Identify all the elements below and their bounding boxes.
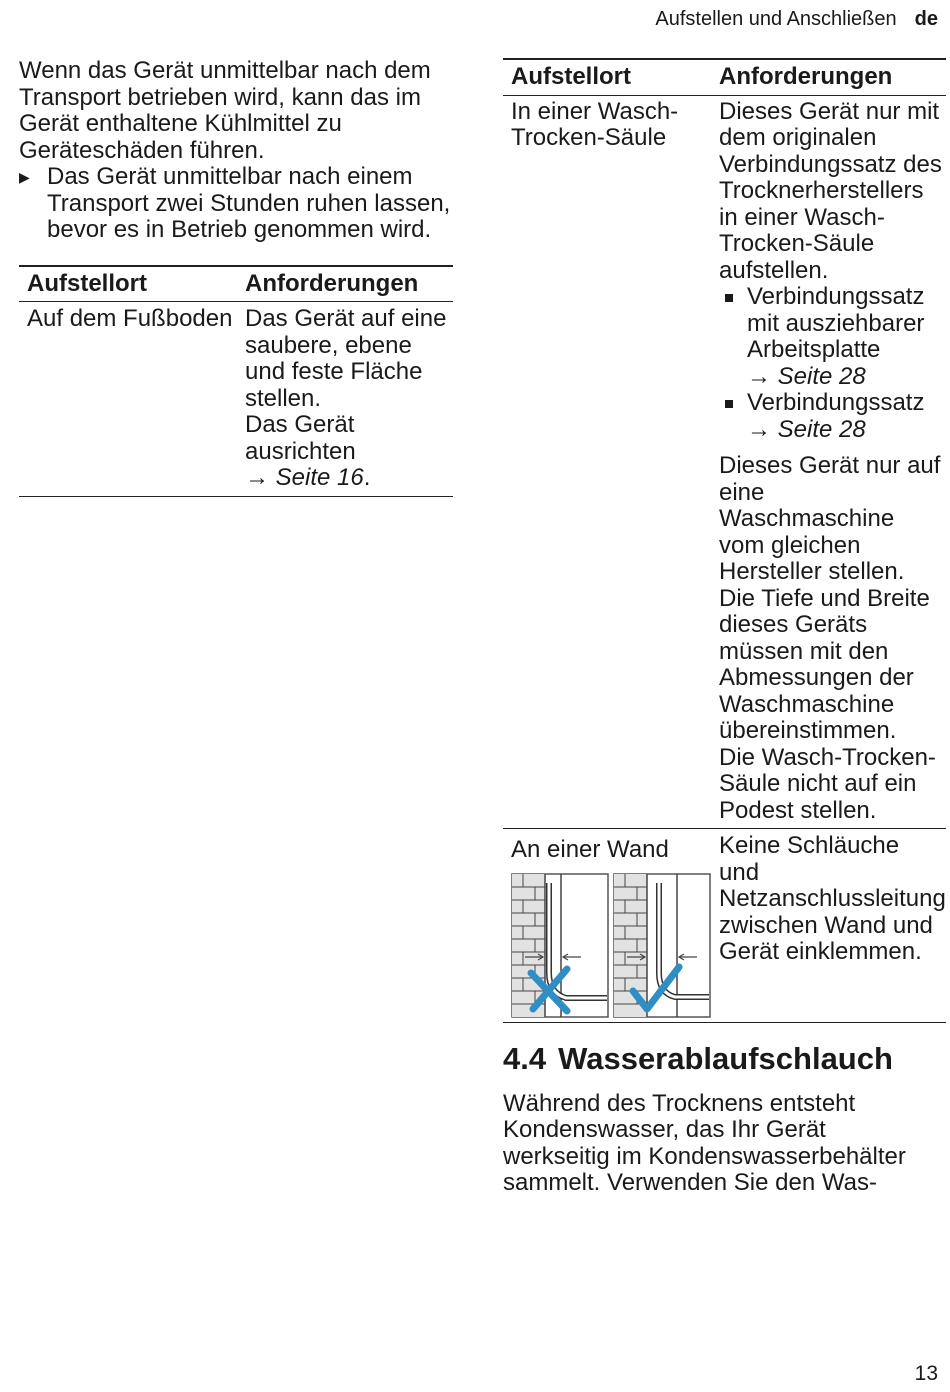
section-number: 4.4 — [503, 1040, 547, 1076]
arrow-right-icon: → — [747, 415, 771, 443]
square-bullet-icon — [725, 294, 733, 302]
page-reference[interactable] — [747, 417, 946, 444]
requirement-text: Das Gerät auf eine saubere, ebene und feste Fläche stellen. — [245, 305, 447, 412]
page-reference[interactable] — [747, 364, 946, 391]
requirement-text: Dieses Gerät nur mit dem originalen Verbindungssatz des Trocknerherstellers in einer Wasch-Trocken-Säule aufstellen. — [719, 97, 942, 284]
section-title: Wasserablaufschlauch — [558, 1040, 893, 1076]
page-reference-link[interactable]: Seite 16 — [275, 464, 364, 491]
table-cell-place: Auf dem Fußboden — [27, 305, 233, 332]
place-label: An einer Wand — [511, 836, 669, 863]
page-number: 13 — [914, 1362, 938, 1385]
correct-installation-image — [613, 873, 711, 1018]
placement-table-floor — [19, 265, 453, 497]
page-reference[interactable] — [245, 465, 453, 492]
table-header-requirements: Anforderungen — [245, 269, 419, 297]
table-row — [503, 829, 946, 1023]
header-language: de — [914, 8, 938, 30]
requirement-text: Dieses Gerät nur auf eine Waschmaschine vom gleichen Hersteller stellen. Die Tiefe und Breite dieses Geräts müssen mit den Abmessungen der Waschmaschine übereinstimmen. — [719, 452, 941, 744]
arrow-right-icon: → — [747, 362, 771, 390]
wall-illustrations — [511, 873, 711, 1018]
requirement-text: Das Gerät ausrichten — [245, 411, 356, 465]
table-cell-requirements — [711, 95, 946, 829]
table-header-requirements: Anforderungen — [719, 63, 893, 90]
instruction-step — [19, 164, 453, 244]
table-cell-place — [503, 829, 711, 1023]
list-item-text: Verbindungssatz — [747, 389, 925, 416]
section-heading — [503, 1041, 938, 1077]
right-column — [503, 58, 946, 1197]
list-item — [719, 284, 946, 390]
square-bullet-icon — [725, 400, 733, 408]
table-header-place: Aufstellort — [27, 269, 147, 297]
intro-paragraph: Wenn das Gerät unmittelbar nach dem Transport betrieben wird, kann das im Gerät enthaltene Kühlmittel zu Geräteschäden führen. — [19, 57, 431, 164]
page-reference-link[interactable]: Seite 28 — [777, 362, 866, 390]
table-row — [503, 95, 946, 829]
table-header-row — [19, 266, 453, 302]
list-item — [719, 390, 946, 443]
table-cell-place: In einer Wasch-Trocken-Säule — [511, 97, 679, 151]
table-cell-requirements: Keine Schläuche und Netzanschlussleitung zwischen Wand und Gerät einklemmen. — [719, 832, 946, 965]
wrong-installation-image — [511, 873, 609, 1018]
arrow-right-icon: → — [245, 464, 269, 491]
table-header-row — [503, 59, 946, 95]
list-item-text: Verbindungssatz mit ausziehbarer Arbeitsplatte — [747, 283, 925, 363]
section-paragraph: Während des Trocknens entsteht Kondenswasser, das Ihr Gerät werkseitig im Kondenswasserbehälter sammelt. Verwenden Sie den Was- — [503, 1089, 906, 1196]
page-header — [655, 8, 938, 31]
left-column — [19, 58, 453, 497]
reference-period: . — [363, 464, 371, 491]
requirement-text: Die Wasch-Trocken-Säule nicht auf ein Podest stellen. — [719, 743, 936, 824]
table-header-place: Aufstellort — [511, 63, 631, 90]
placement-table-column — [503, 58, 946, 1023]
table-cell-requirements — [237, 302, 453, 497]
triangle-bullet-icon: ▶ — [19, 169, 30, 185]
instruction-step-text: Das Gerät unmittelbar nach einem Transport zwei Stunden ruhen lassen, bevor es in Betrieb genommen wird. — [47, 163, 451, 243]
connection-kit-list — [719, 284, 946, 443]
header-section-title: Aufstellen und Anschließen — [655, 8, 897, 30]
table-row — [19, 302, 453, 497]
page-reference-link[interactable]: Seite 28 — [777, 415, 866, 443]
